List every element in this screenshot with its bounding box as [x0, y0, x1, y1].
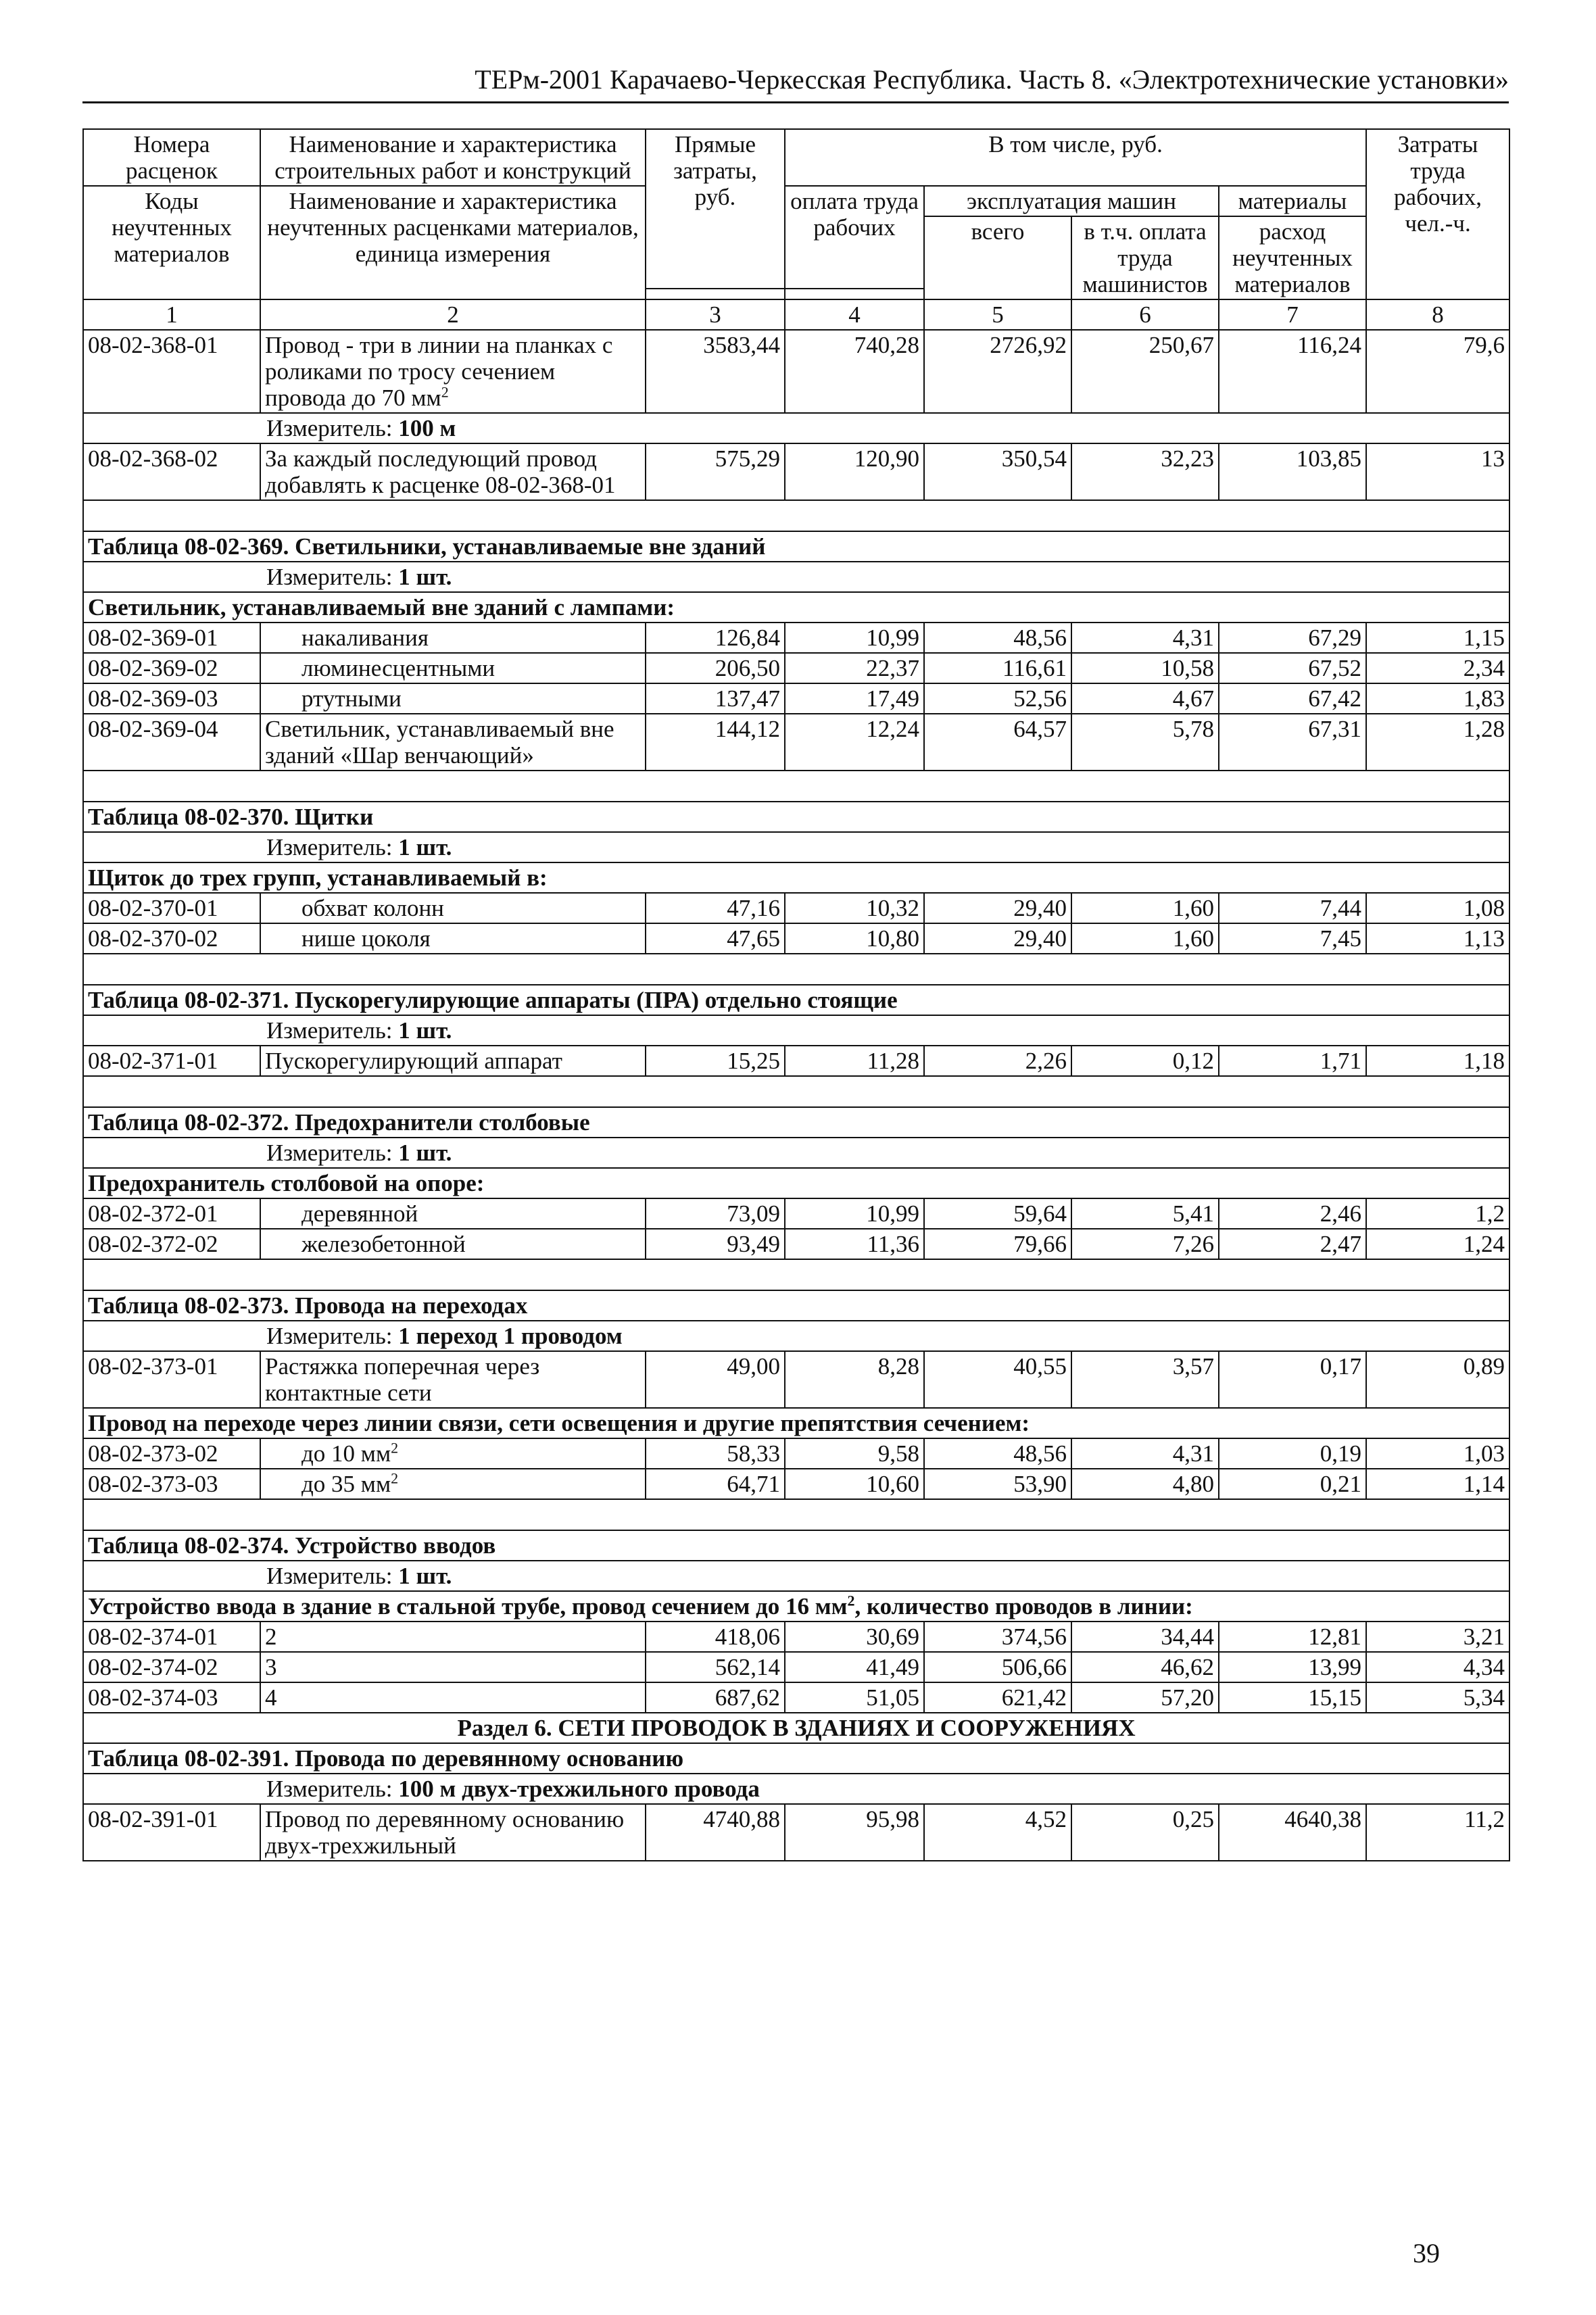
col-materials-unacc: расход неучтенных материалов	[1219, 216, 1366, 299]
table-caption: Таблица 08-02-370. Щитки	[83, 802, 1509, 832]
rate-value: 52,56	[924, 683, 1071, 714]
measure	[83, 413, 1509, 443]
rate-value: 40,55	[924, 1351, 1071, 1408]
col-number: 3	[646, 299, 785, 330]
rate-value: 11,28	[785, 1046, 924, 1076]
table-row	[83, 1622, 1509, 1652]
spacer	[83, 500, 1509, 531]
rates-table	[82, 128, 1510, 1861]
rate-name: люминесцентными	[260, 653, 646, 683]
group-row	[83, 1408, 1509, 1438]
measure-value: 100 м двух-трехжильного провода	[398, 1776, 760, 1802]
measure-value: 1 шт.	[398, 1140, 452, 1166]
measure-row	[83, 413, 1509, 443]
rate-value: 1,60	[1071, 893, 1219, 923]
rate-value: 79,6	[1366, 330, 1509, 413]
group-label: Щиток до трех групп, устанавливаемый в:	[83, 862, 1509, 893]
rate-name: Пускорегулирующий аппарат	[260, 1046, 646, 1076]
rate-value: 1,15	[1366, 623, 1509, 653]
rate-value: 11,2	[1366, 1804, 1509, 1861]
rate-name: до 35 $мм^2$	[260, 1469, 646, 1499]
table-row	[83, 653, 1509, 683]
spacer-row	[83, 1076, 1509, 1107]
measure-row	[83, 1321, 1509, 1351]
rate-value: 10,80	[785, 923, 924, 954]
rate-code: 08-02-374-02	[83, 1652, 260, 1682]
superscript: 2	[441, 383, 449, 401]
group-label: Предохранитель столбовой на опоре:	[83, 1168, 1509, 1198]
col-number: 2	[260, 299, 646, 330]
rate-value: 1,83	[1366, 683, 1509, 714]
measure-label: Измеритель:	[266, 415, 399, 441]
rate-name: Провод - три в линии на планках с роликами по тросу сечением провода до 70 $мм^2$	[260, 330, 646, 413]
table-row	[83, 1438, 1509, 1469]
measure-row	[83, 1138, 1509, 1168]
rate-code: 08-02-368-01	[83, 330, 260, 413]
rate-name: За каждый последующий провод добавлять к расценке 08-02-368-01	[260, 443, 646, 500]
rate-name: обхват колонн	[260, 893, 646, 923]
rate-value: 575,29	[646, 443, 785, 500]
rate-value: 53,90	[924, 1469, 1071, 1499]
col-name-top: Наименование и характеристика строительных работ и конструкций	[260, 129, 646, 186]
rate-value: 10,99	[785, 1198, 924, 1229]
rate-code: 08-02-374-03	[83, 1682, 260, 1713]
spacer	[83, 1259, 1509, 1290]
table-row	[83, 1804, 1509, 1861]
rate-value: 12,81	[1219, 1622, 1366, 1652]
rate-value: 95,98	[785, 1804, 924, 1861]
rate-value: 3,21	[1366, 1622, 1509, 1652]
measure-label: Измеритель:	[266, 1017, 399, 1044]
rate-value: 137,47	[646, 683, 785, 714]
section-title: Раздел 6. СЕТИ ПРОВОДОК В ЗДАНИЯХ И СООРУЖЕНИЯХ	[83, 1713, 1509, 1743]
rate-value: 13,99	[1219, 1652, 1366, 1682]
table-row	[83, 683, 1509, 714]
rate-value: 11,36	[785, 1229, 924, 1259]
rate-value: 5,34	[1366, 1682, 1509, 1713]
rate-value: 1,03	[1366, 1438, 1509, 1469]
measure-value: 100 м	[398, 415, 456, 441]
rate-value: 0,12	[1071, 1046, 1219, 1076]
rate-value: 10,32	[785, 893, 924, 923]
measure	[83, 1321, 1509, 1351]
table-row	[83, 923, 1509, 954]
rate-value: 51,05	[785, 1682, 924, 1713]
rate-value: 687,62	[646, 1682, 785, 1713]
rate-value: 0,89	[1366, 1351, 1509, 1408]
rate-code: 08-02-370-01	[83, 893, 260, 923]
col-materials: материалы	[1219, 186, 1366, 216]
rate-value: 2,34	[1366, 653, 1509, 683]
rate-value: 506,66	[924, 1652, 1071, 1682]
rate-value: 15,25	[646, 1046, 785, 1076]
measure-label: Измеритель:	[266, 1323, 399, 1349]
group-row	[83, 592, 1509, 623]
spacer-row	[83, 954, 1509, 985]
rate-value: 12,24	[785, 714, 924, 771]
col-code-top: Номера расценок	[83, 129, 260, 186]
rate-value: 29,40	[924, 923, 1071, 954]
rate-value: 5,41	[1071, 1198, 1219, 1229]
rate-value: 1,18	[1366, 1046, 1509, 1076]
spacer	[83, 954, 1509, 985]
rate-code: 08-02-373-01	[83, 1351, 260, 1408]
rate-value: 67,52	[1219, 653, 1366, 683]
measure-row	[83, 832, 1509, 862]
rate-value: 418,06	[646, 1622, 785, 1652]
rate-value: 9,58	[785, 1438, 924, 1469]
rate-value: 1,28	[1366, 714, 1509, 771]
table-caption: Таблица 08-02-391. Провода по деревянному основанию	[83, 1743, 1509, 1774]
rate-value: 740,28	[785, 330, 924, 413]
col-number: 1	[83, 299, 260, 330]
rate-value: 32,23	[1071, 443, 1219, 500]
rate-value: 10,99	[785, 623, 924, 653]
rate-value: 250,67	[1071, 330, 1219, 413]
table-row	[83, 893, 1509, 923]
superscript: 2	[391, 1469, 399, 1487]
rate-value: 7,45	[1219, 923, 1366, 954]
rate-value: 120,90	[785, 443, 924, 500]
rate-name: ртутными	[260, 683, 646, 714]
superscript: 2	[847, 1592, 855, 1609]
rate-code: 08-02-369-01	[83, 623, 260, 653]
rate-value: 4740,88	[646, 1804, 785, 1861]
rate-value: 5,78	[1071, 714, 1219, 771]
rate-value: 4,67	[1071, 683, 1219, 714]
rate-value: 350,54	[924, 443, 1071, 500]
rate-value: 47,16	[646, 893, 785, 923]
header-rule	[82, 101, 1509, 103]
rate-name: до 10 $мм^2$	[260, 1438, 646, 1469]
group-label: Провод на переходе через линии связи, сети освещения и другие препятствия сечением:	[83, 1408, 1509, 1438]
spacer	[83, 771, 1509, 802]
measure	[83, 832, 1509, 862]
group-label-text: , количество проводов в линии:	[854, 1593, 1193, 1619]
rate-value: 30,69	[785, 1622, 924, 1652]
measure	[83, 1561, 1509, 1591]
rate-value: 59,64	[924, 1198, 1071, 1229]
col-machinist-pay: в т.ч. оплата труда машинистов	[1071, 216, 1219, 299]
rate-value: 7,26	[1071, 1229, 1219, 1259]
superscript: 2	[391, 1439, 399, 1457]
rates-document	[82, 128, 1509, 1861]
measure-value: 1 шт.	[398, 564, 452, 590]
measure-row	[83, 1561, 1509, 1591]
col-number: 4	[785, 299, 924, 330]
group-row	[83, 1591, 1509, 1622]
rate-code: 08-02-371-01	[83, 1046, 260, 1076]
measure	[83, 1138, 1509, 1168]
col-number: 7	[1219, 299, 1366, 330]
rate-value: 2,47	[1219, 1229, 1366, 1259]
rate-value: 22,37	[785, 653, 924, 683]
spacer-row	[83, 1499, 1509, 1530]
rate-value: 0,21	[1219, 1469, 1366, 1499]
rate-value: 2726,92	[924, 330, 1071, 413]
rate-value: 4,31	[1071, 623, 1219, 653]
rate-value: 64,71	[646, 1469, 785, 1499]
rate-value: 17,49	[785, 683, 924, 714]
rate-value: 57,20	[1071, 1682, 1219, 1713]
rate-value: 48,56	[924, 1438, 1071, 1469]
group-label-text: Устройство ввода в здание в стальной трубе, провод сечением до 16 мм	[88, 1593, 848, 1619]
rate-value: 4,34	[1366, 1652, 1509, 1682]
table-row	[83, 623, 1509, 653]
rate-code: 08-02-373-02	[83, 1438, 260, 1469]
rate-value: 67,31	[1219, 714, 1366, 771]
rate-value: 374,56	[924, 1622, 1071, 1652]
rate-value: 103,85	[1219, 443, 1366, 500]
measure-value: 1 шт.	[398, 1017, 452, 1044]
col-labor-pay: оплата труда рабочих	[785, 186, 924, 289]
rate-name: 2	[260, 1622, 646, 1652]
rate-code: 08-02-391-01	[83, 1804, 260, 1861]
rate-value: 41,49	[785, 1652, 924, 1682]
rate-value: 116,24	[1219, 330, 1366, 413]
rate-value: 10,60	[785, 1469, 924, 1499]
measure	[83, 1774, 1509, 1804]
rate-value: 0,17	[1219, 1351, 1366, 1408]
table-row	[83, 1198, 1509, 1229]
rate-value: 116,61	[924, 653, 1071, 683]
page-header: ТЕРм-2001 Карачаево-Черкесская Республика. Часть 8. «Электротехнические установки»	[475, 64, 1509, 95]
col-incl: В том числе, руб.	[785, 129, 1366, 186]
rate-value: 67,42	[1219, 683, 1366, 714]
col-direct-cont	[646, 289, 785, 299]
measure-value: 1 шт.	[398, 834, 452, 860]
section-row	[83, 1713, 1509, 1743]
col-labor-cost: Затраты труда рабочих, чел.-ч.	[1366, 129, 1509, 299]
page-number: 39	[1413, 2238, 1440, 2268]
rate-value: 48,56	[924, 623, 1071, 653]
table-row	[83, 1351, 1509, 1408]
rate-value: 29,40	[924, 893, 1071, 923]
rate-value: 562,14	[646, 1652, 785, 1682]
table-caption: Таблица 08-02-371. Пускорегулирующие аппараты (ПРА) отдельно стоящие	[83, 985, 1509, 1015]
rate-name: деревянной	[260, 1198, 646, 1229]
table-header-row	[83, 186, 1509, 216]
rate-code: 08-02-369-02	[83, 653, 260, 683]
table-caption-row	[83, 1530, 1509, 1561]
rate-value: 15,15	[1219, 1682, 1366, 1713]
measure-label: Измеритель:	[266, 564, 399, 590]
table-caption: Таблица 08-02-372. Предохранители столбовые	[83, 1107, 1509, 1138]
rate-name: Провод по деревянному основанию двух-трехжильный	[260, 1804, 646, 1861]
rate-value: 47,65	[646, 923, 785, 954]
rate-value: 0,25	[1071, 1804, 1219, 1861]
spacer-row	[83, 500, 1509, 531]
col-number: 5	[924, 299, 1071, 330]
rate-value: 7,44	[1219, 893, 1366, 923]
table-caption-row	[83, 802, 1509, 832]
rate-name: 4	[260, 1682, 646, 1713]
rate-value: 64,57	[924, 714, 1071, 771]
col-name-bottom: Наименование и характеристика неучтенных расценками материалов, единица измерения	[260, 186, 646, 299]
table-row	[83, 1469, 1509, 1499]
rate-value: 73,09	[646, 1198, 785, 1229]
group-label: Светильник, устанавливаемый вне зданий с лампами:	[83, 592, 1509, 623]
measure-label: Измеритель:	[266, 1776, 399, 1802]
rate-value: 49,00	[646, 1351, 785, 1408]
rate-value: 2,26	[924, 1046, 1071, 1076]
col-number: 6	[1071, 299, 1219, 330]
rate-name: 3	[260, 1652, 646, 1682]
measure	[83, 562, 1509, 592]
rate-code: 08-02-373-03	[83, 1469, 260, 1499]
spacer-row	[83, 771, 1509, 802]
rate-value: 3583,44	[646, 330, 785, 413]
rate-value: 67,29	[1219, 623, 1366, 653]
measure-value: 1 шт.	[398, 1563, 452, 1589]
rate-value: 1,71	[1219, 1046, 1366, 1076]
table-row	[83, 1652, 1509, 1682]
table-caption: Таблица 08-02-373. Провода на переходах	[83, 1290, 1509, 1321]
rate-value: 13	[1366, 443, 1509, 500]
rate-name: Светильник, устанавливаемый вне зданий «Шар венчающий»	[260, 714, 646, 771]
rate-code: 08-02-372-01	[83, 1198, 260, 1229]
col-number: 8	[1366, 299, 1509, 330]
measure-label: Измеритель:	[266, 1140, 399, 1166]
rate-value: 93,49	[646, 1229, 785, 1259]
rate-value: 4,31	[1071, 1438, 1219, 1469]
rate-code: 08-02-370-02	[83, 923, 260, 954]
table-row	[83, 714, 1509, 771]
spacer	[83, 1499, 1509, 1530]
rate-name: накаливания	[260, 623, 646, 653]
table-header-row	[83, 129, 1509, 186]
rate-code: 08-02-369-04	[83, 714, 260, 771]
measure	[83, 1015, 1509, 1046]
col-machines-total: всего	[924, 216, 1071, 299]
measure-label: Измеритель:	[266, 834, 399, 860]
col-labor-cont	[785, 289, 924, 299]
table-caption: Таблица 08-02-374. Устройство вводов	[83, 1530, 1509, 1561]
measure-row	[83, 562, 1509, 592]
rate-value: 10,58	[1071, 653, 1219, 683]
rate-value: 79,66	[924, 1229, 1071, 1259]
rate-value: 4640,38	[1219, 1804, 1366, 1861]
rate-value: 1,08	[1366, 893, 1509, 923]
rate-value: 58,33	[646, 1438, 785, 1469]
rate-value: 144,12	[646, 714, 785, 771]
measure-row	[83, 1015, 1509, 1046]
rate-value: 126,84	[646, 623, 785, 653]
col-direct: Прямые затраты, руб.	[646, 129, 785, 289]
spacer-row	[83, 1259, 1509, 1290]
rate-name: Растяжка поперечная через контактные сети	[260, 1351, 646, 1408]
rate-name: железобетонной	[260, 1229, 646, 1259]
group-label	[83, 1591, 1509, 1622]
table-caption: Таблица 08-02-369. Светильники, устанавливаемые вне зданий	[83, 531, 1509, 562]
measure-label: Измеритель:	[266, 1563, 399, 1589]
rate-value: 8,28	[785, 1351, 924, 1408]
table-caption-row	[83, 531, 1509, 562]
table-row	[83, 443, 1509, 500]
table-caption-row	[83, 1743, 1509, 1774]
table-row	[83, 1229, 1509, 1259]
measure-value: 1 переход 1 проводом	[398, 1323, 623, 1349]
rate-value: 621,42	[924, 1682, 1071, 1713]
rate-name: нише цоколя	[260, 923, 646, 954]
rate-value: 34,44	[1071, 1622, 1219, 1652]
spacer	[83, 1076, 1509, 1107]
rate-value: 1,14	[1366, 1469, 1509, 1499]
table-caption-row	[83, 1107, 1509, 1138]
measure-row	[83, 1774, 1509, 1804]
col-machines: эксплуатация машин	[924, 186, 1219, 216]
rate-value: 4,80	[1071, 1469, 1219, 1499]
rate-value: 0,19	[1219, 1438, 1366, 1469]
col-code-bottom: Коды неучтенных материалов	[83, 186, 260, 299]
rate-value: 1,13	[1366, 923, 1509, 954]
table-row	[83, 1046, 1509, 1076]
rate-value: 1,24	[1366, 1229, 1509, 1259]
table-row	[83, 330, 1509, 413]
table-caption-row	[83, 1290, 1509, 1321]
rate-code: 08-02-374-01	[83, 1622, 260, 1652]
group-row	[83, 862, 1509, 893]
rate-code: 08-02-369-03	[83, 683, 260, 714]
rate-value: 1,60	[1071, 923, 1219, 954]
group-row	[83, 1168, 1509, 1198]
table-caption-row	[83, 985, 1509, 1015]
rate-value: 4,52	[924, 1804, 1071, 1861]
rate-value: 3,57	[1071, 1351, 1219, 1408]
table-row	[83, 1682, 1509, 1713]
column-numbers-row	[83, 299, 1509, 330]
rate-code: 08-02-372-02	[83, 1229, 260, 1259]
rate-value: 206,50	[646, 653, 785, 683]
rate-value: 2,46	[1219, 1198, 1366, 1229]
rate-value: 1,2	[1366, 1198, 1509, 1229]
rate-code: 08-02-368-02	[83, 443, 260, 500]
rate-value: 46,62	[1071, 1652, 1219, 1682]
